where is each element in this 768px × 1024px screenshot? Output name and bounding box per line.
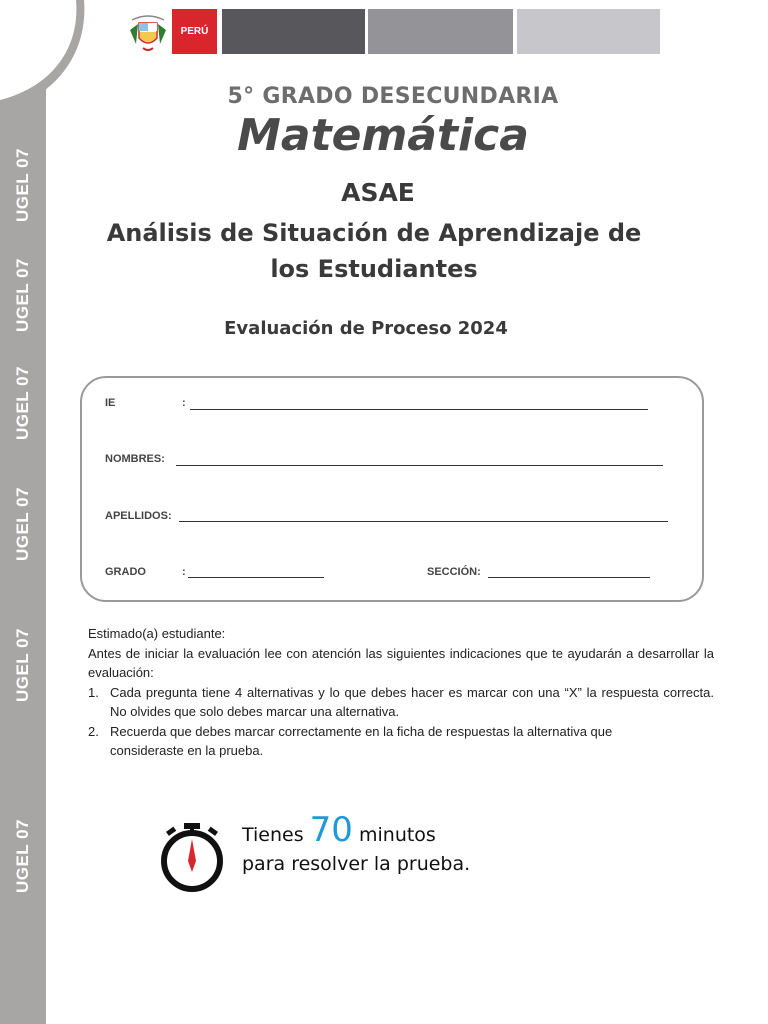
seccion-label: SECCIÓN:: [427, 566, 481, 578]
grade-title: 5° GRADO DESECUNDARIA: [227, 84, 559, 109]
evaluation-title: Evaluación de Proceso 2024: [224, 318, 508, 339]
timer-message: [242, 810, 471, 879]
stopwatch-icon: [157, 822, 227, 894]
intro-text: Antes de iniciar la evaluación lee con atención las siguientes indicaciones que te ayudarán a desarrollar la evaluación:: [88, 645, 714, 680]
timer-minutes: 70: [309, 810, 353, 850]
timer-line-1: Tienes 70 minutos: [242, 810, 436, 850]
list-item-text: Recuerda que debes marcar correctamente en la ficha de respuestas la alternativa que consideraste en la prueba.: [110, 723, 613, 758]
header-bar-dark: [222, 9, 365, 54]
header-bar-light: [517, 9, 660, 54]
acronym-full-title: Análisis de Situación de Aprendizaje de los Estudiantes: [106, 219, 642, 283]
list-item: [88, 683, 714, 722]
acronym-title: ASAE: [341, 178, 415, 207]
list-item: [88, 722, 714, 761]
nombres-field[interactable]: [176, 465, 663, 466]
apellidos-field[interactable]: [179, 521, 668, 522]
subject-title: Matemática: [237, 110, 529, 161]
apellidos-label: APELLIDOS:: [105, 510, 172, 522]
grado-field[interactable]: [188, 577, 324, 578]
header-bar-medium: [368, 9, 513, 54]
peru-logo-box: PERÚ: [172, 9, 217, 54]
ie-field[interactable]: [190, 409, 648, 410]
list-item-number: 2.: [88, 723, 99, 739]
list-item-number: 1.: [88, 684, 99, 700]
grado-label: GRADO: [105, 566, 146, 578]
seccion-field[interactable]: [488, 577, 650, 578]
timer-line-2: para resolver la prueba.: [242, 853, 471, 875]
nombres-label: NOMBRES:: [105, 453, 165, 465]
list-item-text: Cada pregunta tiene 4 alternativas y lo que debes hacer es marcar con una “X” la respuesta correcta. No olvides que solo debes marcar una alternativa.: [110, 684, 714, 719]
peru-coat-of-arms-icon: [126, 10, 170, 54]
instructions: [88, 624, 714, 761]
ie-colon: :: [182, 397, 186, 409]
ie-label: IE: [105, 397, 116, 409]
grado-colon: :: [182, 566, 186, 578]
greeting: Estimado(a) estudiante:: [88, 626, 226, 641]
